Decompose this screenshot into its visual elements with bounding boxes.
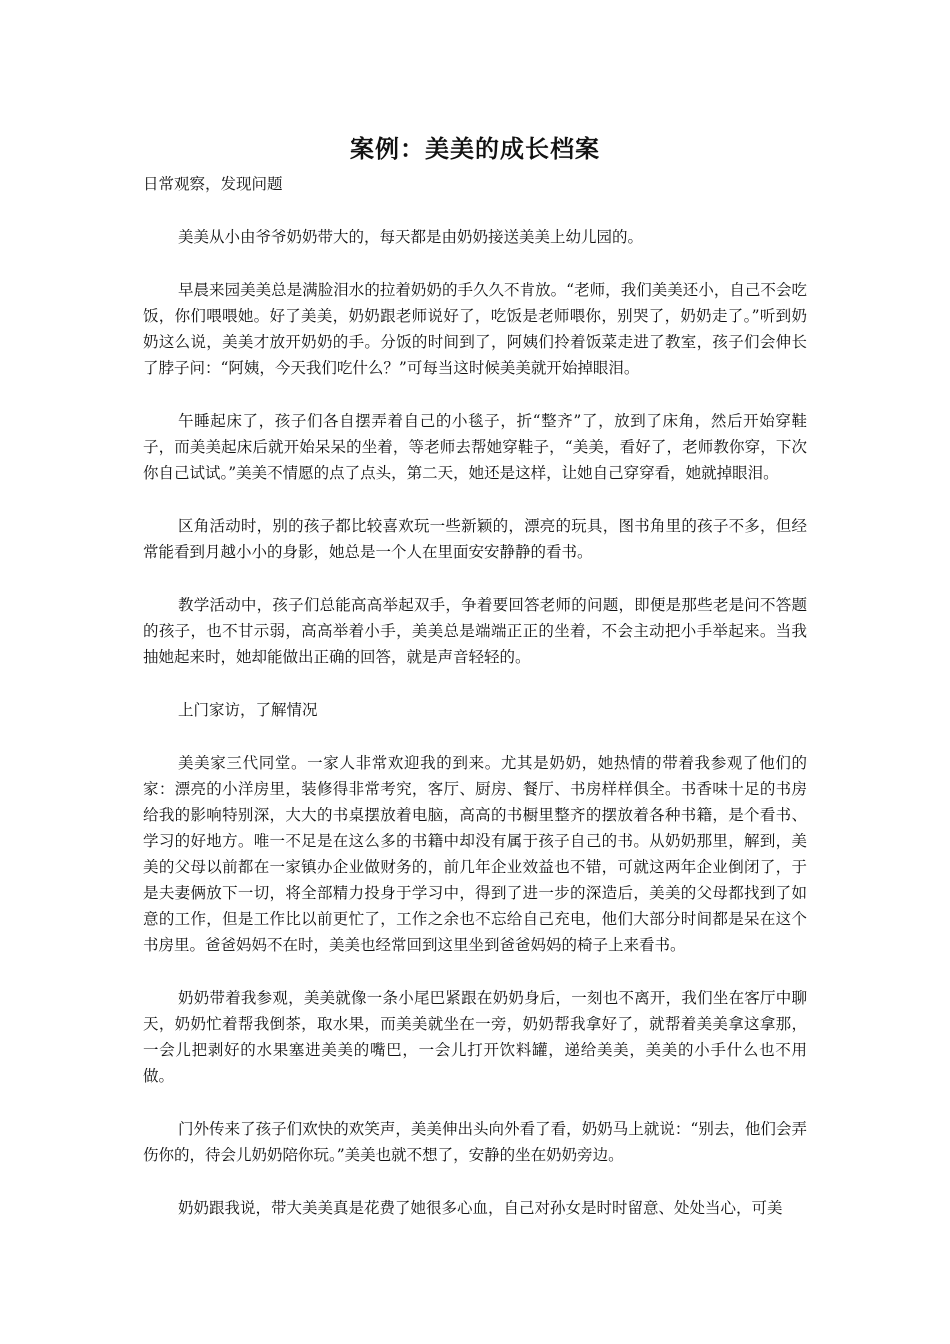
section-heading-home-visit: 上门家访，了解情况 (178, 701, 318, 719)
paragraph: 区角活动时，别的孩子都比较喜欢玩一些新颖的，漂亮的玩具，图书角里的孩子不多，但经常能看到月越小小的身影，她总是一个人在里面安安静静的看书。 (143, 517, 807, 561)
paragraph: 教学活动中，孩子们总能高高举起双手，争着要回答老师的问题，即便是那些老是问不答题的孩子，也不甘示弱，高高举着小手，美美总是端端正正的坐着，不会主动把小手举起来。当我抽她起来时，她却能做出正确的回答，就是声音轻轻的。 (143, 596, 807, 666)
document-body (143, 131, 807, 1221)
paragraph: 美美从小由爷爷奶奶带大的，每天都是由奶奶接送美美上幼儿园的。 (178, 228, 644, 246)
paragraph: 午睡起床了，孩子们各自摆弄着自己的小毯子，折“整齐”了，放到了床角，然后开始穿鞋子，而美美起床后就开始呆呆的坐着，等老师去帮她穿鞋子，“美美，看好了，老师教你穿，下次你自己试试。”美美不情愿的点了点头，第二天，她还是这样，让她自己穿穿看，她就掉眼泪。 (143, 412, 807, 482)
paragraph: 奶奶带着我参观，美美就像一条小尾巴紧跟在奶奶身后，一刻也不离开，我们坐在客厅中聊天，奶奶忙着帮我倒茶，取水果，而美美就坐在一旁，奶奶帮我拿好了，就帮着美美拿这拿那，一会儿把剥好的水果塞进美美的嘴巴，一会儿打开饮料罐，递给美美，美美的小手什么也不用做。 (143, 989, 807, 1085)
document-title: 案例：美美的成长档案 (350, 135, 600, 163)
paragraph: 早晨来园美美总是满脸泪水的拉着奶奶的手久久不肯放。“老师，我们美美还小，自己不会吃饭，你们喂喂她。好了美美，奶奶跟老师说好了，吃饭是老师喂你，别哭了，奶奶走了。”听到奶奶这么说，美美才放开奶奶的手。分饭的时间到了，阿姨们拎着饭菜走进了教室，孩子们会伸长了脖子问：“阿姨，今天我们吃什么？”可每当这时候美美就开始掉眼泪。 (143, 281, 807, 377)
section-heading-observation: 日常观察，发现问题 (143, 175, 283, 193)
paragraph: 门外传来了孩子们欢快的欢笑声，美美伸出头向外看了看，奶奶马上就说：“别去，他们会弄伤你的，待会儿奶奶陪你玩。”美美也就不想了，安静的坐在奶奶旁边。 (143, 1120, 807, 1164)
paragraph: 奶奶跟我说，带大美美真是花费了她很多心血，自己对孙女是时时留意、处处当心，可美 (178, 1199, 783, 1217)
paragraph: 美美家三代同堂。一家人非常欢迎我的到来。尤其是奶奶，她热情的带着我参观了他们的家：漂亮的小洋房里，装修得非常考究，客厅、厨房、餐厅、书房样样俱全。书香味十足的书房给我的影响特别深，大大的书桌摆放着电脑，高高的书橱里整齐的摆放着各种书籍，是个看书、学习的好地方。唯一不足是在这么多的书籍中却没有属于孩子自己的书。从奶奶那里，解到，美美的父母以前都在一家镇办企业做财务的，前几年企业效益也不错，可就这两年企业倒闭了，于是夫妻俩放下一切，将全部精力投身于学习中，得到了进一步的深造后，美美的父母都找到了如意的工作，但是工作比以前更忙了，工作之余也不忘给自己充电，他们大部分时间都是呆在这个书房里。爸爸妈妈不在时，美美也经常回到这里坐到爸爸妈妈的椅子上来看书。 (143, 754, 807, 954)
